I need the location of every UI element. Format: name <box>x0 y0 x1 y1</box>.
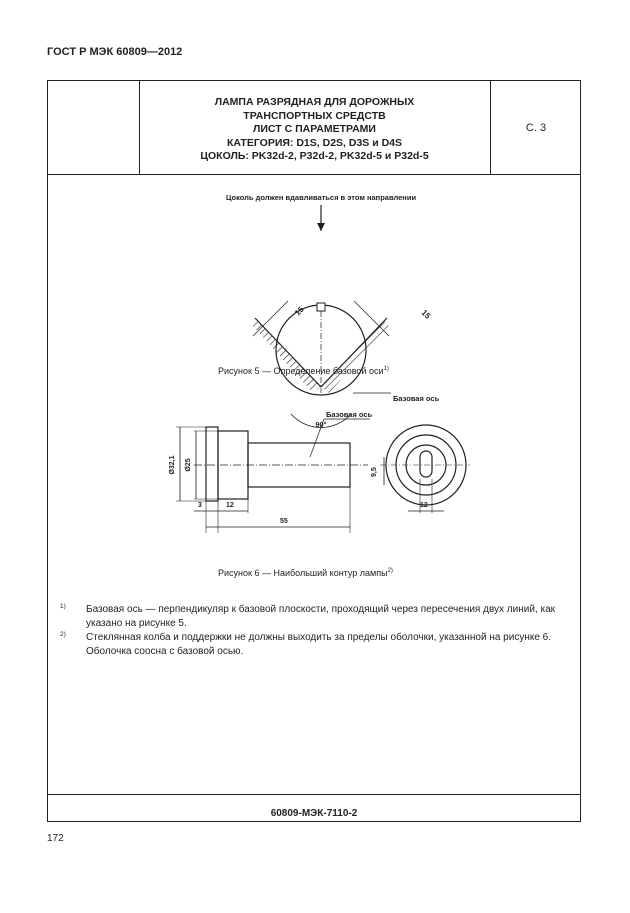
fig5-dim-right: 15 <box>419 308 433 321</box>
figure-6-drawing <box>158 403 478 553</box>
end-view-slot <box>420 451 432 477</box>
standard-code: ГОСТ Р МЭК 60809—2012 <box>47 46 183 58</box>
sheet-number: С. 3 <box>525 122 547 134</box>
caption-note-ref: 2) <box>387 568 393 574</box>
header-bottom-rule <box>48 174 580 175</box>
title-line: ТРАНСПОРТНЫХ СРЕДСТВ <box>243 109 386 122</box>
fig6-dim-12-right: 12 <box>420 502 428 509</box>
fig6-dim-3: 3 <box>198 502 202 509</box>
figure-5-caption: Рисунок 5 — Определение базовой оси$^{1)}$ <box>218 366 389 376</box>
fig6-dim-55: 55 <box>280 518 288 525</box>
title-line: ЛАМПА РАЗРЯДНАЯ ДЛЯ ДОРОЖНЫХ <box>214 96 415 108</box>
footnote-text: Базовая ось — перпендикуляр к базовой плоскости, проходящий через пересечения двух линий, как указано на рисунке 5. <box>86 604 556 629</box>
footer-rule <box>48 794 580 795</box>
footnote-number: 1) <box>60 603 66 610</box>
title-line: ЛИСТ С ПАРАМЕТРАМИ <box>253 123 376 135</box>
fig5-dim-left: 15 <box>293 304 306 318</box>
figure-6-caption: Рисунок 6 — Наибольший контур лампы$^{2)}$ <box>218 568 393 578</box>
fig6-dim-outer-dia: Ø32,1 <box>169 455 176 475</box>
footnote-text: Стеклянная колба и поддержки не должны выходить за пределы оболочки, указанной на рисунке 6. Оболочка соосна с базовой осью. <box>86 632 552 657</box>
footnote-number: 2) <box>60 631 66 638</box>
fig6-dim-12-left: 12 <box>226 502 234 509</box>
v-block-left <box>253 321 321 393</box>
footnote-2 <box>60 631 575 659</box>
fig6-dim-9-5: 9,5 <box>371 467 378 477</box>
sheet-frame <box>47 80 581 822</box>
caption-note-ref: 1) <box>383 366 389 372</box>
sheet-title <box>139 96 490 164</box>
fig6-axis-label: Базовая ось <box>326 410 373 419</box>
page-number: 172 <box>47 833 64 844</box>
title-line: КАТЕГОРИЯ: D1S, D2S, D3S и D4S <box>226 136 403 149</box>
sheet-code: 60809-МЭК-7110-2 <box>270 808 358 819</box>
title-line: ЦОКОЛЬ: PK32d-2, P32d-2, PK32d-5 и P32d-5 <box>200 150 429 162</box>
fig5-angle-label: 90° <box>315 420 327 429</box>
fig6-dim-inner-dia: Ø25 <box>185 458 192 472</box>
fig5-top-label: Цоколь должен вдавливаться в этом направлении <box>225 193 417 202</box>
fig5-axis-label: Базовая ось <box>393 394 440 403</box>
v-block-right <box>321 321 389 393</box>
footnote-1 <box>60 603 575 631</box>
lamp-flange <box>206 427 218 501</box>
